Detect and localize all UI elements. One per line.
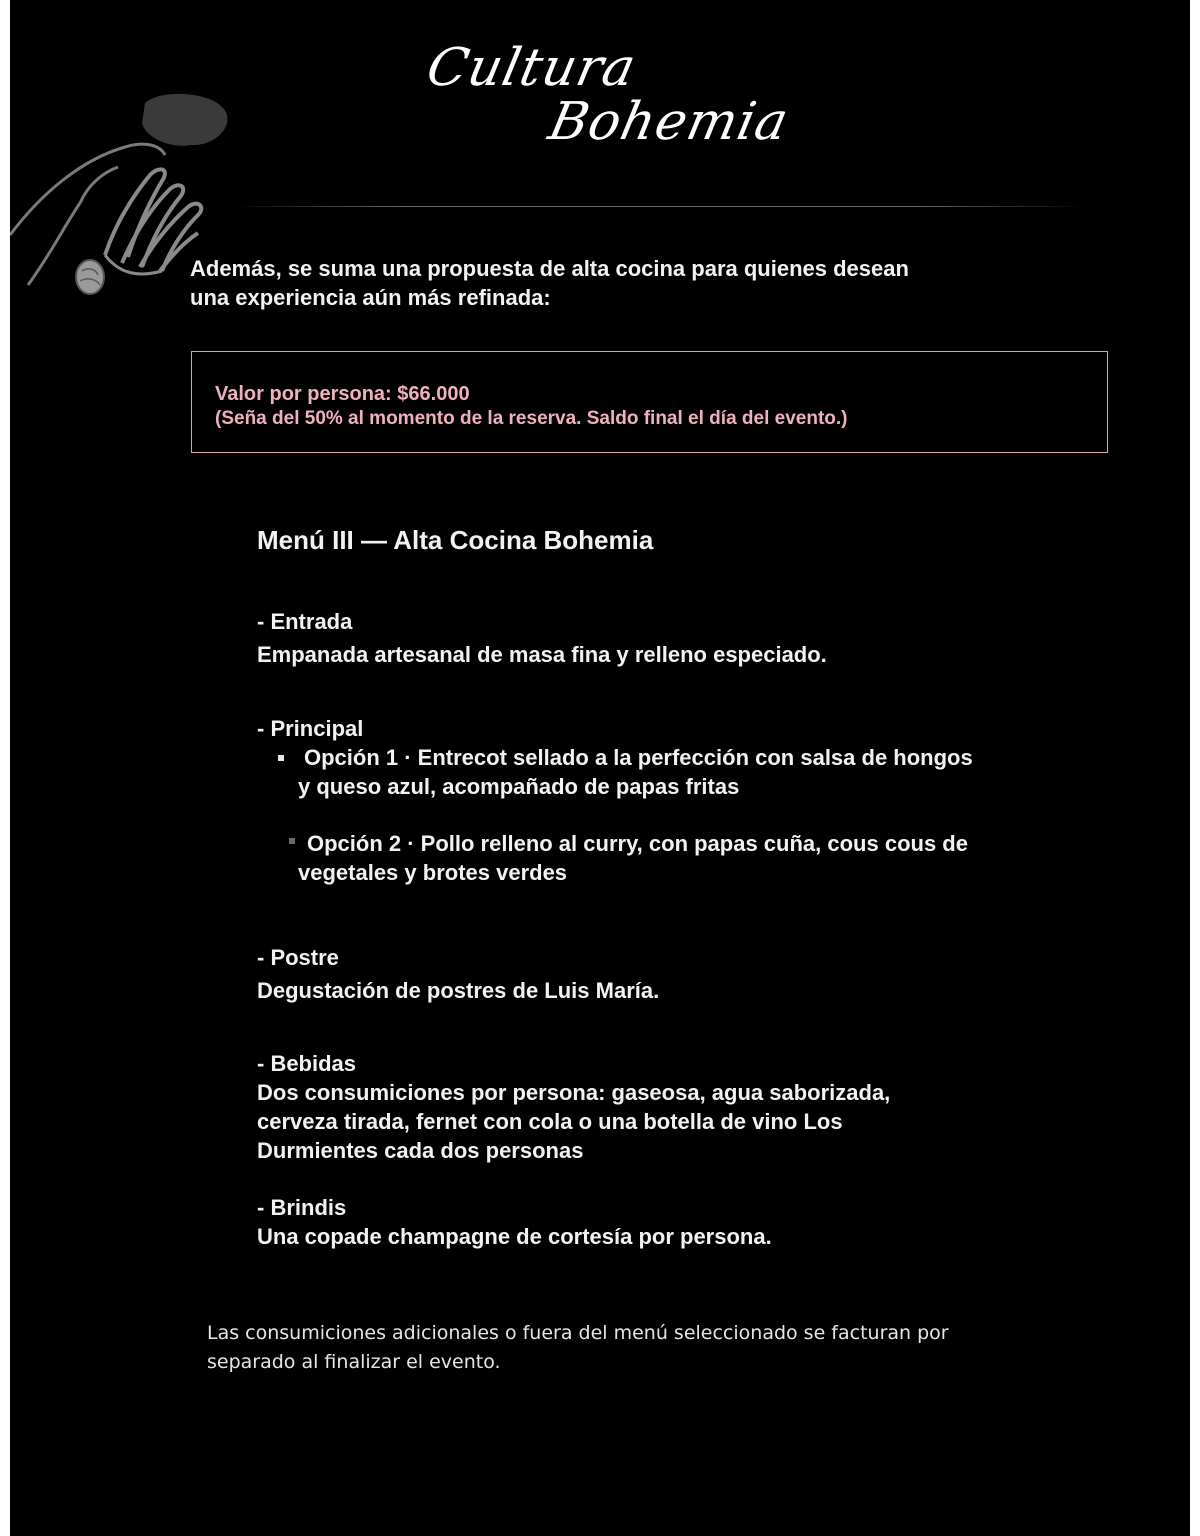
entrada-description: Empanada artesanal de masa fina y relleno especiado. bbox=[257, 642, 827, 667]
footer-line2: separado al finalizar el evento. bbox=[207, 1351, 501, 1373]
intro-line1: Además, se suma una propuesta de alta cocina para quienes desean bbox=[190, 256, 909, 281]
logo-line2: Bohemia bbox=[543, 92, 795, 152]
option2-line1: Opción 2 · Pollo relleno al curry, con papas cuña, cous cous de bbox=[307, 831, 968, 856]
bebidas-heading: - Bebidas bbox=[257, 1051, 357, 1076]
bullet-icon bbox=[278, 755, 284, 761]
postre-description: Degustación de postres de Luis María. bbox=[257, 978, 660, 1003]
intro-text bbox=[190, 254, 1010, 312]
option1-line2: y queso azul, acompañado de papas fritas bbox=[298, 774, 740, 799]
entrada-heading: - Entrada bbox=[257, 609, 353, 634]
postre-heading: - Postre bbox=[257, 945, 339, 970]
footer-note bbox=[207, 1319, 1067, 1377]
bebidas-line1: Dos consumiciones por persona: gaseosa, agua saborizada, bbox=[257, 1080, 891, 1105]
logo-line1: Cultura bbox=[421, 38, 642, 98]
price-value: Valor por persona: $66.000 bbox=[215, 383, 470, 405]
bebidas-line2: cerveza tirada, fernet con cola o una botella de vino Los bbox=[257, 1109, 843, 1134]
principal-heading: - Principal bbox=[257, 716, 364, 741]
option2-line2: vegetales y brotes verdes bbox=[298, 860, 568, 885]
menu-page bbox=[10, 0, 1190, 1536]
price-note: (Seña del 50% al momento de la reserva. Saldo final el día del evento.) bbox=[215, 408, 848, 429]
bebidas-line3: Durmientes cada dos personas bbox=[257, 1138, 584, 1163]
menu-title: Menú III — Alta Cocina Bohemia bbox=[257, 525, 654, 555]
brindis-description: Una copade champagne de cortesía por persona. bbox=[257, 1224, 772, 1249]
footer-line1: Las consumiciones adicionales o fuera del menú seleccionado se facturan por bbox=[207, 1322, 949, 1344]
bullet-icon bbox=[289, 838, 295, 844]
brindis-heading: - Brindis bbox=[257, 1195, 347, 1220]
brand-logo bbox=[420, 30, 800, 170]
option1-line1: Opción 1 · Entrecot sellado a la perfección con salsa de hongos bbox=[304, 745, 973, 770]
price-box bbox=[191, 351, 1108, 453]
divider bbox=[232, 206, 1084, 207]
intro-line2: una experiencia aún más refinada: bbox=[190, 285, 551, 310]
